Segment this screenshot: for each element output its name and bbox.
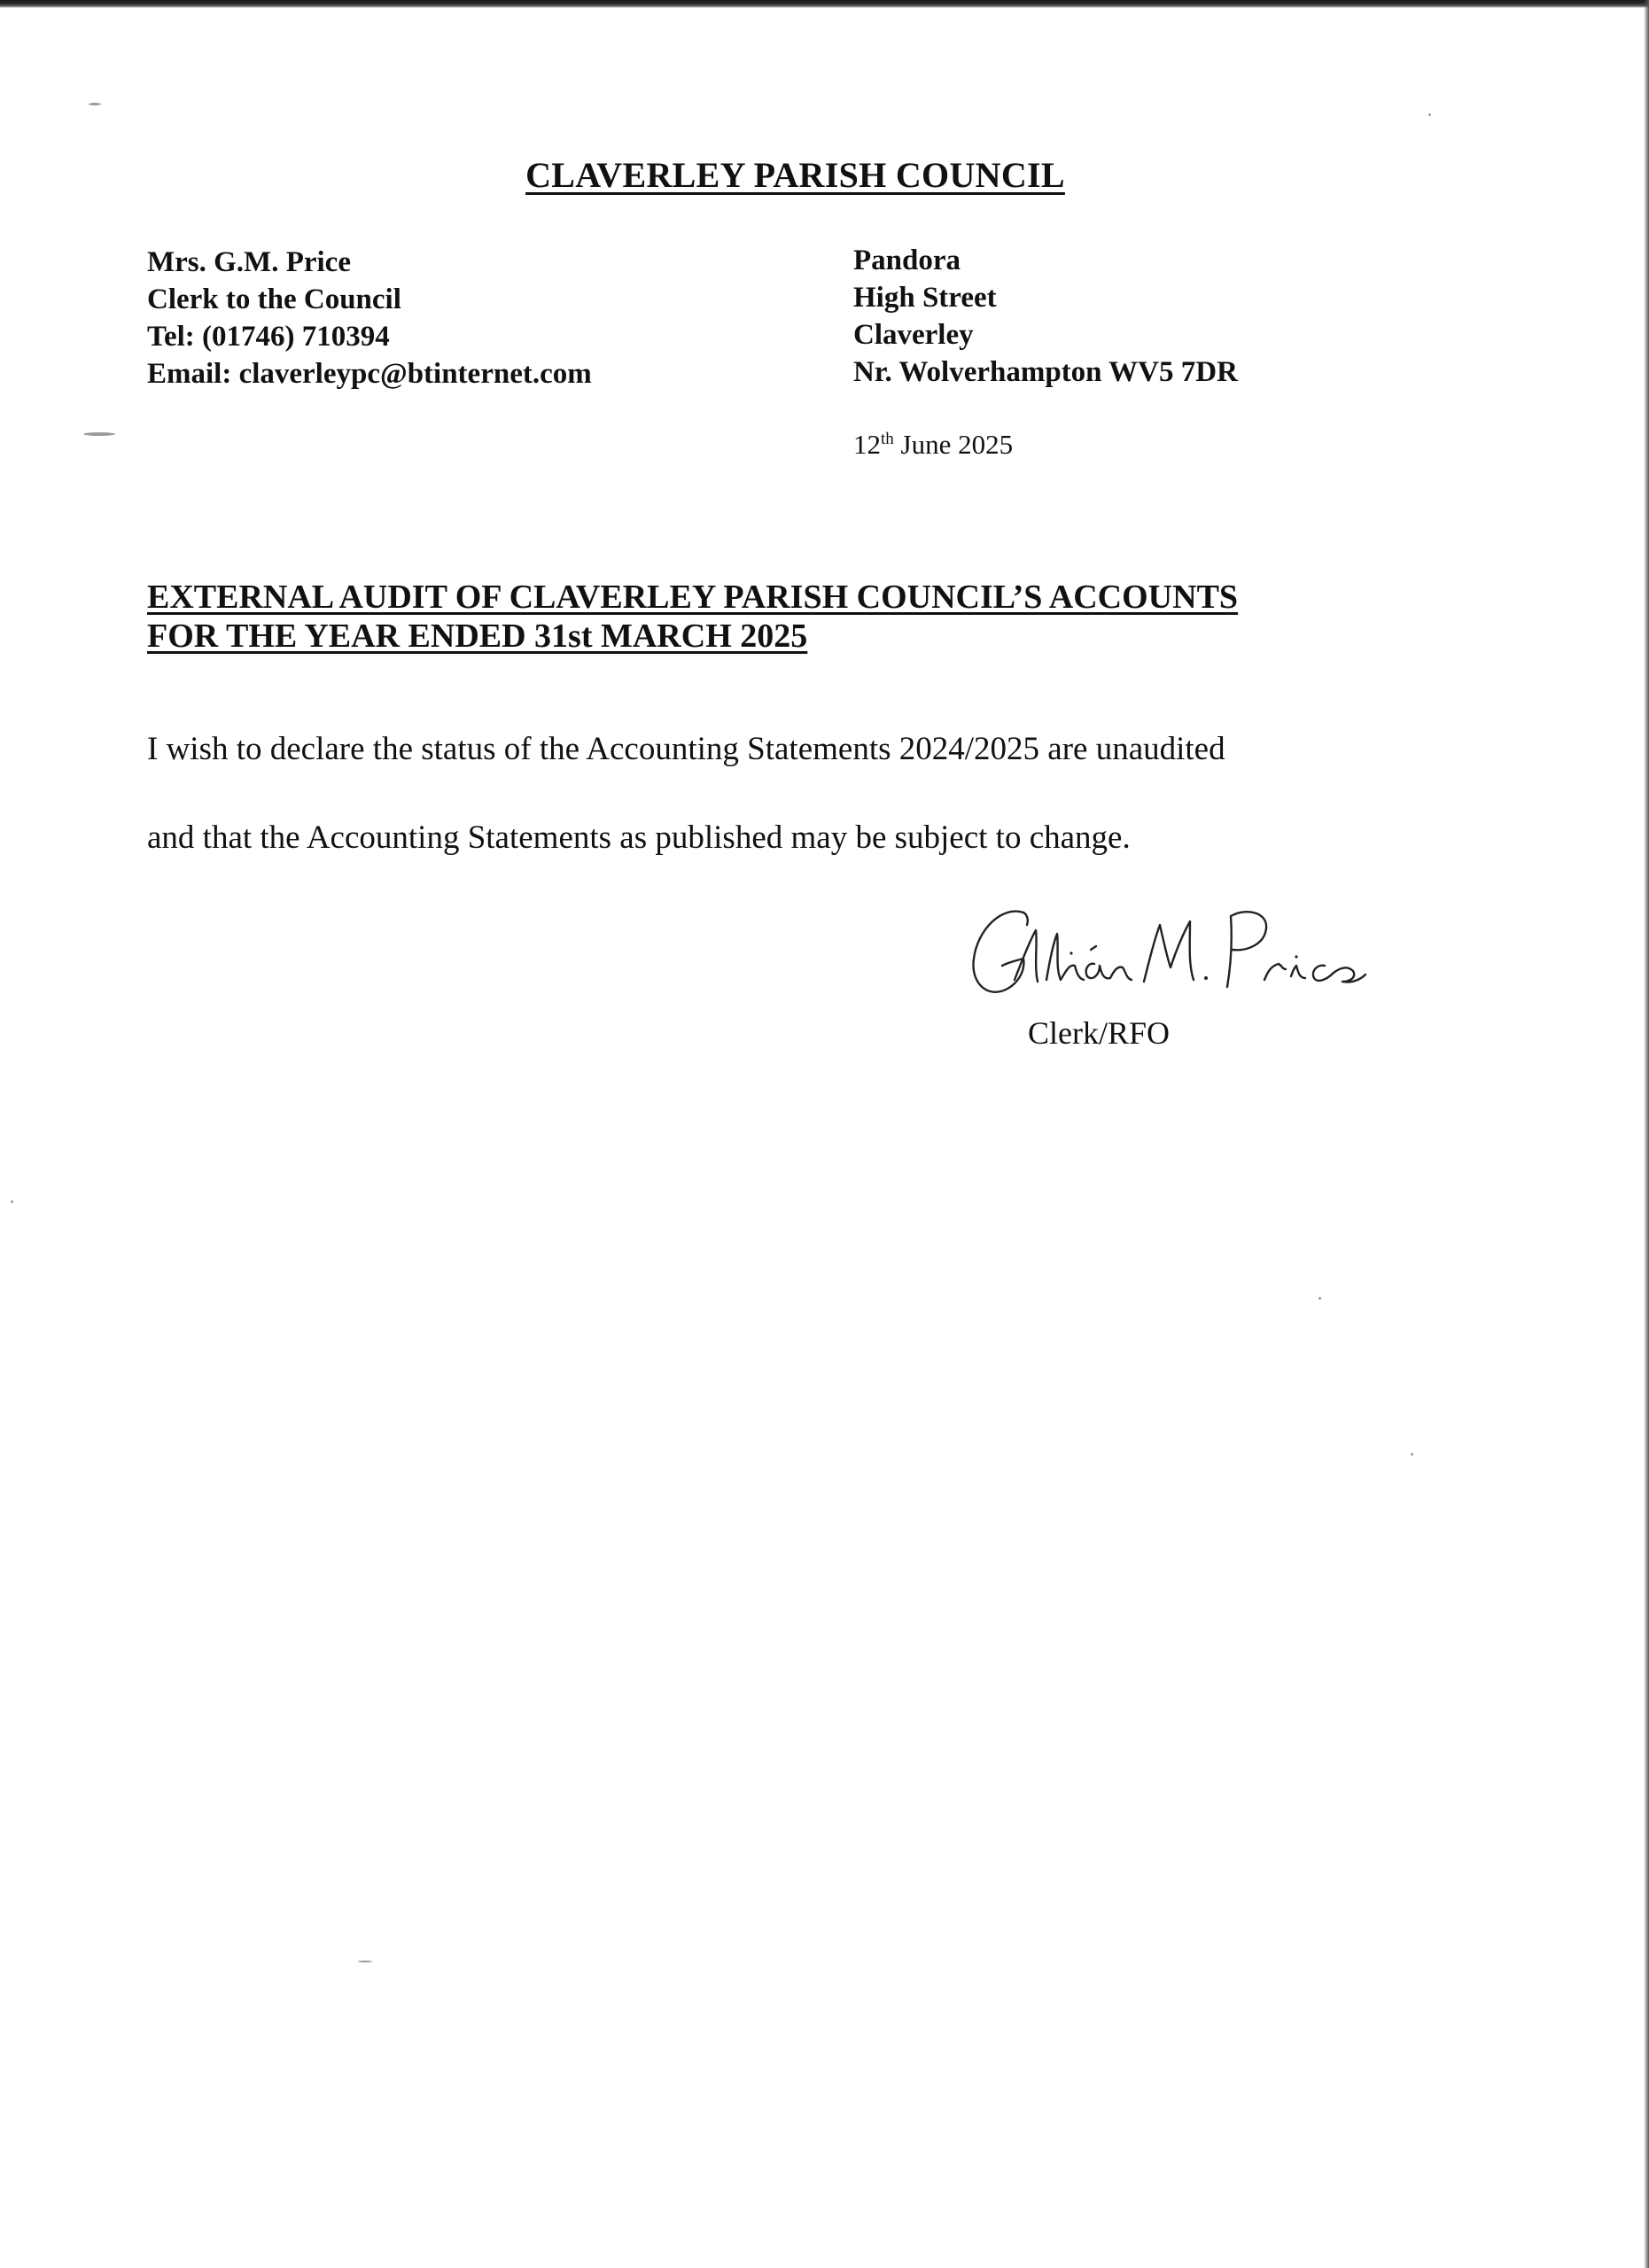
date-day: 12 [853,429,881,460]
letter-date [853,429,1013,461]
subject-line: FOR THE YEAR ENDED 31st MARCH 2025 [147,617,808,655]
scan-speck [1411,1453,1413,1456]
date-rest: June 2025 [893,429,1014,460]
body-line: and that the Accounting Statements as published may be subject to change. [147,819,1131,856]
subject-line: EXTERNAL AUDIT OF CLAVERLEY PARISH COUNCIL’S ACCOUNTS [147,579,1239,616]
letter-subject [147,578,1238,656]
clerk-telephone: Tel: (01746) 710394 [147,321,390,353]
scan-speck [1428,113,1431,116]
scan-edge-top [0,0,1649,8]
body-line: I wish to declare the status of the Accounting Statements 2024/2025 are unaudited [147,731,1225,767]
clerk-email: Email: claverleypc@btinternet.com [147,358,592,390]
address-line: Claverley [853,319,974,351]
scan-speck [1318,1297,1321,1300]
signature-drawing [961,895,1369,1010]
scan-speck [83,432,115,436]
address-line: High Street [853,282,997,314]
handwritten-signature [961,895,1369,1010]
scan-speck [358,1961,372,1962]
address-line: Pandora [853,245,961,276]
scan-speck [11,1200,13,1203]
scan-speck [89,103,101,105]
council-title: CLAVERLEY PARISH COUNCIL [525,155,1065,195]
clerk-contact-block [147,244,592,392]
council-address-block [853,242,1238,391]
address-line: Nr. Wolverhampton WV5 7DR [853,356,1238,388]
scan-edge-right [1644,0,1649,2268]
letter-body [147,705,1225,882]
clerk-name: Mrs. G.M. Price [147,246,351,278]
date-suffix: th [881,430,894,448]
signatory-role: Clerk/RFO [1028,1015,1171,1051]
clerk-role: Clerk to the Council [147,284,401,315]
